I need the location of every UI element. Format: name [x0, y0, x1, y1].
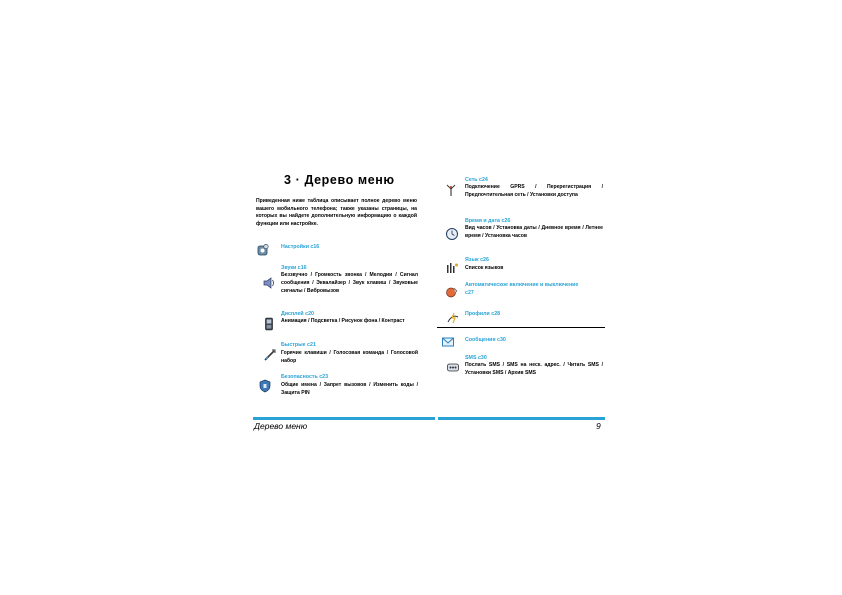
section-heading-power: Автоматическое включение и выключение с27: [465, 282, 579, 296]
section-heading-shortcuts: Быстрые с21: [281, 342, 316, 348]
profiles-icon: [446, 311, 460, 325]
footer-rule-right: [438, 417, 605, 420]
section-heading-profiles: Профили с28: [465, 311, 501, 317]
section-body-sms: Послать SMS / SMS на неск. адрес. / Читать SMS / Установки SMS / Архив SMS: [465, 362, 603, 376]
section-body-datetime: Вид часов / Установка даты / Дневное время / Летнее время / Установка часов: [465, 225, 603, 239]
footer-rule-left: [253, 417, 435, 420]
section-heading-sms: SMS с30: [465, 355, 487, 361]
sounds-icon: [262, 276, 276, 290]
intro-paragraph: Приведенная ниже таблица описывает полное дерево меню вашего мобильного телефона; также указаны страницы, на которых вы найдете дополнительную информацию о каждой функции или настройке.: [256, 198, 417, 228]
network-icon: [444, 183, 458, 197]
section-body-language: Список языков: [465, 265, 504, 271]
clock-icon: [445, 227, 459, 241]
section-heading-sounds: Звуки с16: [281, 265, 307, 271]
section-heading-display: Дисплей с20: [281, 311, 314, 317]
shortcuts-icon: [263, 348, 277, 362]
section-body-network: Подключение GPRS / Перерегистрация / Предпочтительная сеть / Установки доступа: [465, 184, 603, 198]
section-heading-security: Безопасность с23: [281, 374, 329, 380]
power-icon: [445, 285, 459, 299]
page-title: 3 · Дерево меню: [284, 173, 395, 187]
section-heading-messages: Сообщения с30: [465, 337, 506, 343]
footer-label: Дерево меню: [254, 421, 308, 431]
language-icon: [445, 261, 459, 275]
display-icon: [262, 317, 276, 331]
section-heading-datetime: Время и дата с26: [465, 218, 511, 224]
sms-icon: [446, 360, 460, 374]
settings-icon: [256, 243, 270, 257]
section-body-display: Анимация / Подсветка / Рисунок фона / Контраст: [281, 318, 405, 324]
section-body-sounds: Беззвучно / Громкость звонка / Мелодии / Сигнал сообщения / Эквалайзер / Звук клавиш / Звуковые сигналы / Вибровызов: [281, 272, 418, 294]
section-divider: [437, 327, 605, 328]
section-heading-language: Язык с26: [465, 257, 489, 263]
section-heading-settings: Настройки с16: [281, 244, 320, 250]
section-body-security: Общие имена / Запрет вызовов / Изменить коды / Защита PIN: [281, 382, 418, 396]
section-heading-network: Сеть с24: [465, 177, 488, 183]
section-body-shortcuts: Горячие клавиши / Голосовая команда / Голосовой набор: [281, 350, 418, 364]
page-number: 9: [596, 421, 601, 431]
messages-icon: [441, 335, 455, 349]
security-icon: [258, 379, 272, 393]
